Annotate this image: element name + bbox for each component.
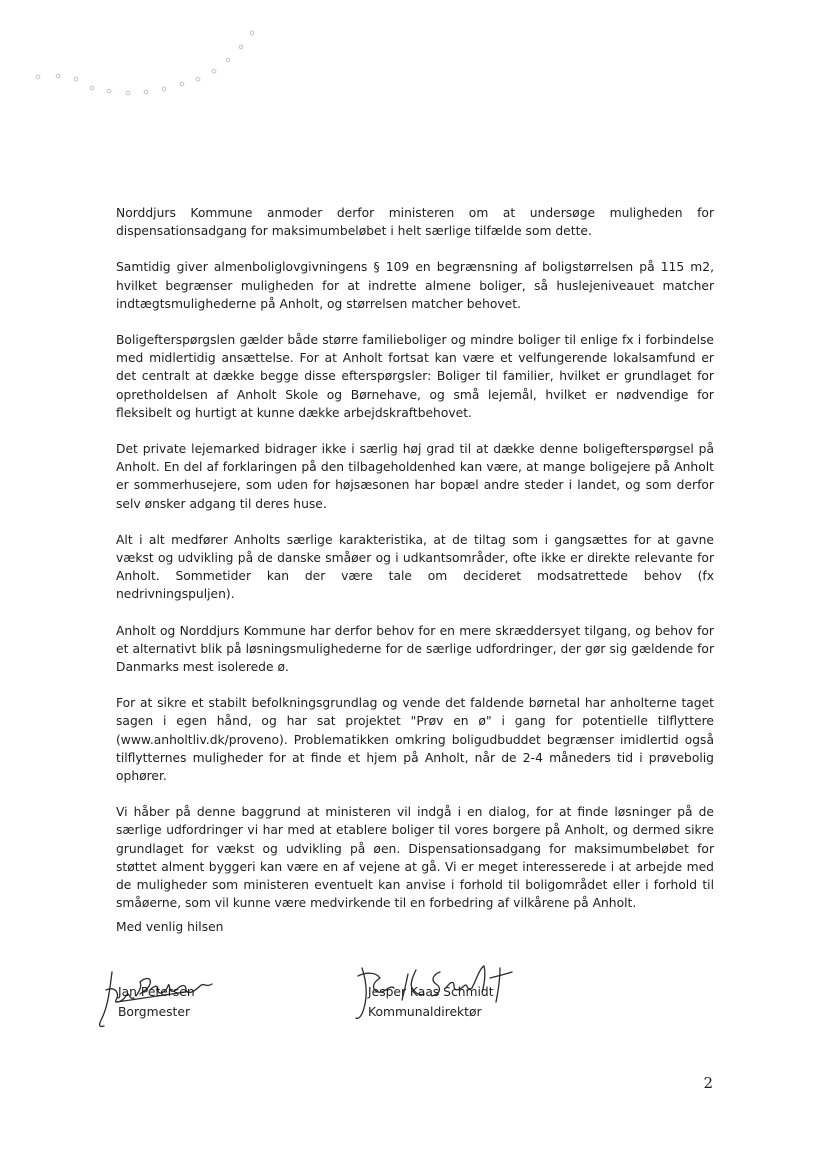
letterhead-dots-decoration xyxy=(0,0,300,120)
signatory-name: Jesper Kaas Schmidt xyxy=(368,985,494,999)
paragraph: Vi håber på denne baggrund at ministeren vil indgå i en dialog, for at finde løsninger på de særlige udfordringer vi har med at etablere boliger til vores borgere på Anholt, og dermed sikre grundlaget for vækst og udvikling på øen. Dispensationsadgang for maksimumbeløbet for støttet alment byggeri kan være en af vejene at gå. Vi er meget interesserede i at arbejde med de muligheder som ministeren eventuelt kan anvise i forhold til boligområdet eller i forhold til småøerne, som vil kunne være medvirkende til en forbedring af vilkårene på Anholt. xyxy=(116,805,714,911)
paragraph: For at sikre et stabilt befolkningsgrundlag og vende det faldende børnetal har anholterne taget sagen i egen hånd, og har sat projektet "Prøv en ø" i gang for potentielle tilflyttere (www.anholtliv.dk/proveno). Problematikken omkring boligudbuddet begrænser imidlertid også tilflytternes muligheder for at finde et hjem på Anholt, når de 2-4 måneders tid i prøvebolig ophører. xyxy=(116,696,714,784)
signatory-right xyxy=(368,982,494,1022)
paragraph: Alt i alt medfører Anholts særlige karakteristika, at de tiltag som i gangsættes for at gavne vækst og udvikling på de danske småøer og i udkantsområder, ofte ikke er direkte relevante for Anholt. Sommetider kan der være tale om decideret modsatrettede behov (fx nedrivningspuljen). xyxy=(116,532,714,602)
paragraph: Det private lejemarked bidrager ikke i særlig høj grad til at dække denne boligefterspørgsel på Anholt. En del af forklaringen på den tilbageholdenhed kan være, at mange boligejere på Anholt er sommerhusejere, som uden for højsæsonen har bopæl andre steder i landet, og som derfor selv ønsker adgang til deres huse. xyxy=(116,442,714,511)
paragraph: Boligefterspørgslen gælder både større familieboliger og mindre boliger til enlige fx i forbindelse med midlertidig ansættelse. For at Anholt fortsat kan være et velfungerende lokalsamfund er det centralt at dække begge disse efterspørgsler: Boliger til familier, hvilket er grundlaget for opretholdelsen af Anholt Skole og Børnehave, og små lejemål, hvilket er nødvendige for fleksibelt og hurtigt at kunne dække arbejdskraftbehovet. xyxy=(116,333,714,420)
signatory-title: Kommunaldirektør xyxy=(368,1005,482,1019)
paragraph: Norddjurs Kommune anmoder derfor ministeren om at undersøge muligheden for dispensationsadgang for maksimumbeløbet i helt særlige tilfælde som dette. xyxy=(116,206,714,239)
paragraph: Samtidig giver almenboliglovgivningens § 109 en begrænsning af boligstørrelsen på 115 m2, hvilket begrænser muligheden for at indrette almene boliger, så huslejeniveauet matcher indtægtsmulighederne på Anholt, og størrelsen matcher behovet. xyxy=(116,260,714,311)
closing-salutation: Med venlig hilsen xyxy=(116,920,224,934)
page-number: 2 xyxy=(703,1074,713,1092)
letter-body xyxy=(116,204,714,931)
signatory-name: Jan Petersen xyxy=(118,985,195,999)
signatory-title: Borgmester xyxy=(118,1005,190,1019)
paragraph: Anholt og Norddjurs Kommune har derfor behov for en mere skræddersyet tilgang, og behov for et alternativt blik på løsningsmulighederne for de særlige udfordringer, der gør sig gældende for Danmarks mest isolerede ø. xyxy=(116,623,714,675)
signatory-left xyxy=(118,982,195,1022)
